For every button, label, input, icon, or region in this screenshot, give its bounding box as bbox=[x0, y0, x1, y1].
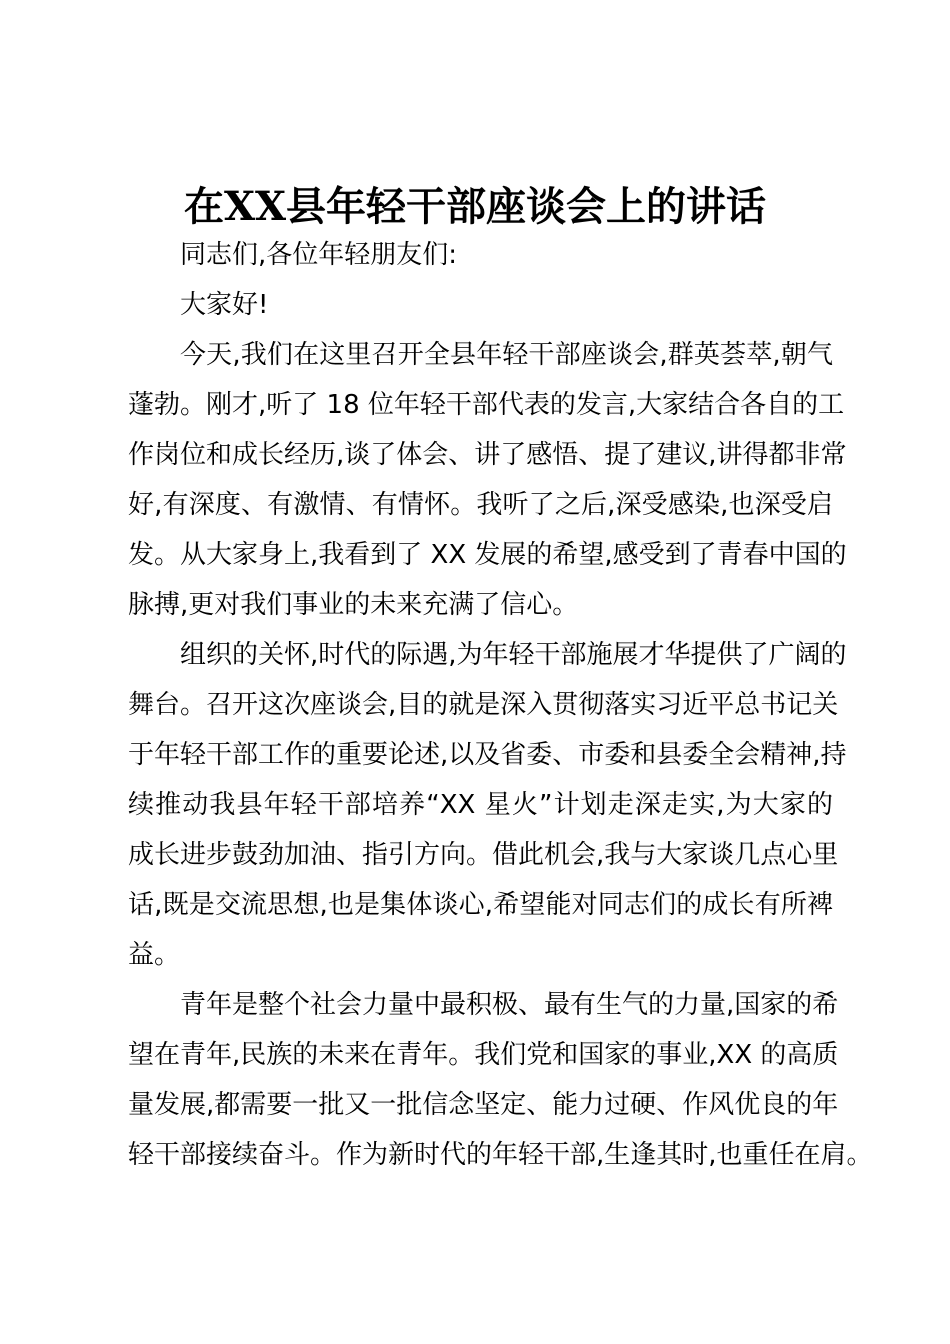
paragraph-2-line: 益。 bbox=[128, 940, 181, 970]
paragraph-1-line: 蓬勃。刚才,听了 18 位年轻干部代表的发言,大家结合各自的工 bbox=[128, 390, 845, 420]
paragraph-3-line: 轻干部接续奋斗。作为新时代的年轻干部,生逢其时,也重任在肩。 bbox=[128, 1140, 873, 1170]
paragraph-2-line: 于年轻干部工作的重要论述,以及省委、市委和县委全会精神,持 bbox=[128, 740, 847, 770]
paragraph-2-line: 话,既是交流思想,也是集体谈心,希望能对同志们的成长有所裨 bbox=[128, 890, 833, 920]
paragraph-2-line: 组织的关怀,时代的际遇,为年轻干部施展才华提供了广阔的 bbox=[180, 640, 847, 670]
paragraph-1-line: 作岗位和成长经历,谈了体会、讲了感悟、提了建议,讲得都非常 bbox=[128, 440, 847, 470]
paragraph-1-line: 好,有深度、有激情、有情怀。我听了之后,深受感染,也深受启 bbox=[128, 490, 833, 520]
paragraph-2-line: 成长进步鼓劲加油、指引方向。借此机会,我与大家谈几点心里 bbox=[128, 840, 839, 870]
paragraph-2-line: 续推动我县年轻干部培养“XX 星火”计划走深走实,为大家的 bbox=[128, 790, 833, 820]
paragraph-2-line: 舞台。召开这次座谈会,目的就是深入贯彻落实习近平总书记关 bbox=[128, 690, 839, 720]
greeting: 大家好! bbox=[180, 290, 269, 320]
document-title: 在XX县年轻干部座谈会上的讲话 bbox=[183, 183, 767, 230]
paragraph-3-line: 量发展,都需要一批又一批信念坚定、能力过硬、作风优良的年 bbox=[128, 1090, 839, 1120]
paragraph-1-line: 脉搏,更对我们事业的未来充满了信心。 bbox=[128, 590, 579, 620]
document-body bbox=[128, 230, 873, 1180]
paragraph-3-line: 望在青年,民族的未来在青年。我们党和国家的事业,XX 的高质 bbox=[128, 1040, 839, 1070]
paragraph-1-line: 发。从大家身上,我看到了 XX 发展的希望,感受到了青春中国的 bbox=[128, 540, 847, 570]
paragraph-3-line: 青年是整个社会力量中最积极、最有生气的力量,国家的希 bbox=[180, 990, 839, 1020]
salutation: 同志们,各位年轻朋友们: bbox=[180, 240, 458, 270]
paragraph-1-line: 今天,我们在这里召开全县年轻干部座谈会,群英荟萃,朝气 bbox=[180, 340, 833, 370]
